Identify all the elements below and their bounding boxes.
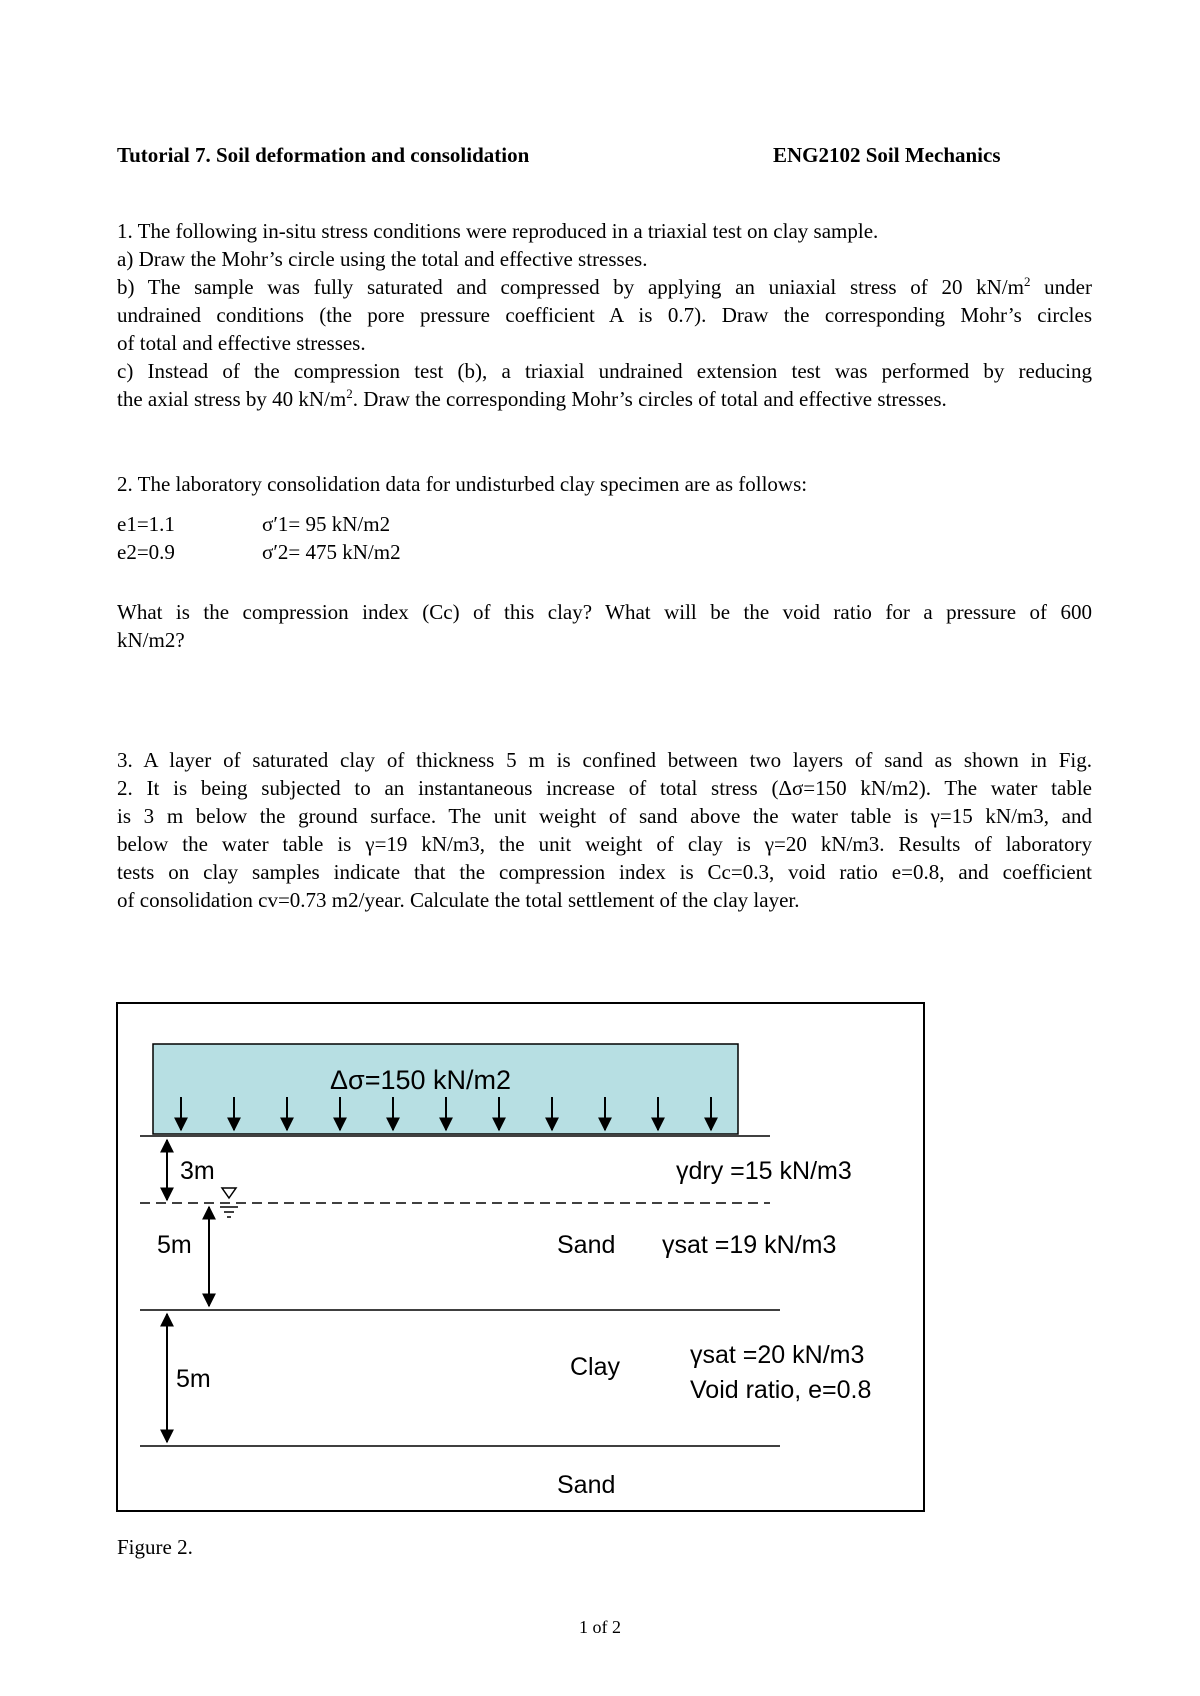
clay-label: Clay xyxy=(570,1353,621,1381)
gamma-dry-label: γdry =15 kN/m3 xyxy=(676,1157,852,1185)
load-label: Δσ=150 kN/m2 xyxy=(330,1065,512,1095)
q2-sigma1: σ′1= 95 kN/m2 xyxy=(262,512,391,536)
dim-label-3m: 3m xyxy=(180,1157,215,1185)
dim-label-5m-clay: 5m xyxy=(176,1365,211,1393)
q1-part-a: a) Draw the Mohr’s circle using the total and effective stresses. xyxy=(117,247,648,271)
gamma-sat-sand-label: γsat =19 kN/m3 xyxy=(662,1231,837,1259)
q1-c-text-end: . Draw the corresponding Mohr’s circles of total and effective stresses. xyxy=(352,387,947,411)
q1-part-b-line2: undrained conditions (the pore pressure coefficient A is 0.7). Draw the corresponding Mohr’s circles xyxy=(117,303,1092,327)
q1-b-sup: 2 xyxy=(1023,274,1031,289)
q1-part-b-line3: of total and effective stresses. xyxy=(117,331,366,355)
q1-part-c-line1: c) Instead of the compression test (b), a triaxial undrained extension test was performed by reducing xyxy=(117,359,1092,383)
sand-label-upper: Sand xyxy=(557,1231,616,1259)
dim-label-5m-sand: 5m xyxy=(157,1231,192,1259)
q3-line3: is 3 m below the ground surface. The unit weight of sand above the water table is γ=15 kN/m3, and xyxy=(117,804,1092,828)
gamma-sat-clay-label: γsat =20 kN/m3 xyxy=(690,1341,865,1369)
q3-line1: 3. A layer of saturated clay of thickness 5 m is confined between two layers of sand as shown in Fig. xyxy=(117,748,1092,772)
sand-label-lower: Sand xyxy=(557,1471,616,1499)
q3-line6: of consolidation cv=0.73 m2/year. Calculate the total settlement of the clay layer. xyxy=(117,888,800,912)
course-title: ENG2102 Soil Mechanics xyxy=(773,143,1001,167)
q2-question-line2: kN/m2? xyxy=(117,628,185,652)
q1-b-text: b) The sample was fully saturated and compressed by applying an uniaxial stress of 20 kN/m xyxy=(117,275,1024,299)
q3-line2: 2. It is being subjected to an instantaneous increase of total stress (Δσ=150 kN/m2). The water table xyxy=(117,776,1092,800)
q1-intro: 1. The following in-situ stress conditions were reproduced in a triaxial test on clay sample. xyxy=(117,219,879,243)
figure-caption: Figure 2. xyxy=(117,1535,193,1559)
q1-c-sup: 2 xyxy=(346,386,353,401)
q3-line5: tests on clay samples indicate that the compression index is Cc=0.3, void ratio e=0.8, and coefficient xyxy=(117,860,1092,884)
q1-b-text-end: under xyxy=(1030,275,1092,299)
q3-line4: below the water table is γ=19 kN/m3, the unit weight of clay is γ=20 kN/m3. Results of laboratory xyxy=(117,832,1092,856)
void-ratio-label: Void ratio, e=0.8 xyxy=(690,1376,872,1404)
q1-c-text: the axial stress by 40 kN/m xyxy=(117,387,347,411)
q2-intro: 2. The laboratory consolidation data for undisturbed clay specimen are as follows: xyxy=(117,472,808,496)
tutorial-title: Tutorial 7. Soil deformation and consolidation xyxy=(117,143,530,167)
q2-e2: e2=0.9 xyxy=(117,540,175,564)
q2-e1: e1=1.1 xyxy=(117,512,175,536)
q2-sigma2: σ′2= 475 kN/m2 xyxy=(262,540,401,564)
q2-question-line1: What is the compression index (Cc) of this clay? What will be the void ratio for a pressure of 600 xyxy=(117,600,1092,624)
page-number: 1 of 2 xyxy=(579,1617,621,1637)
